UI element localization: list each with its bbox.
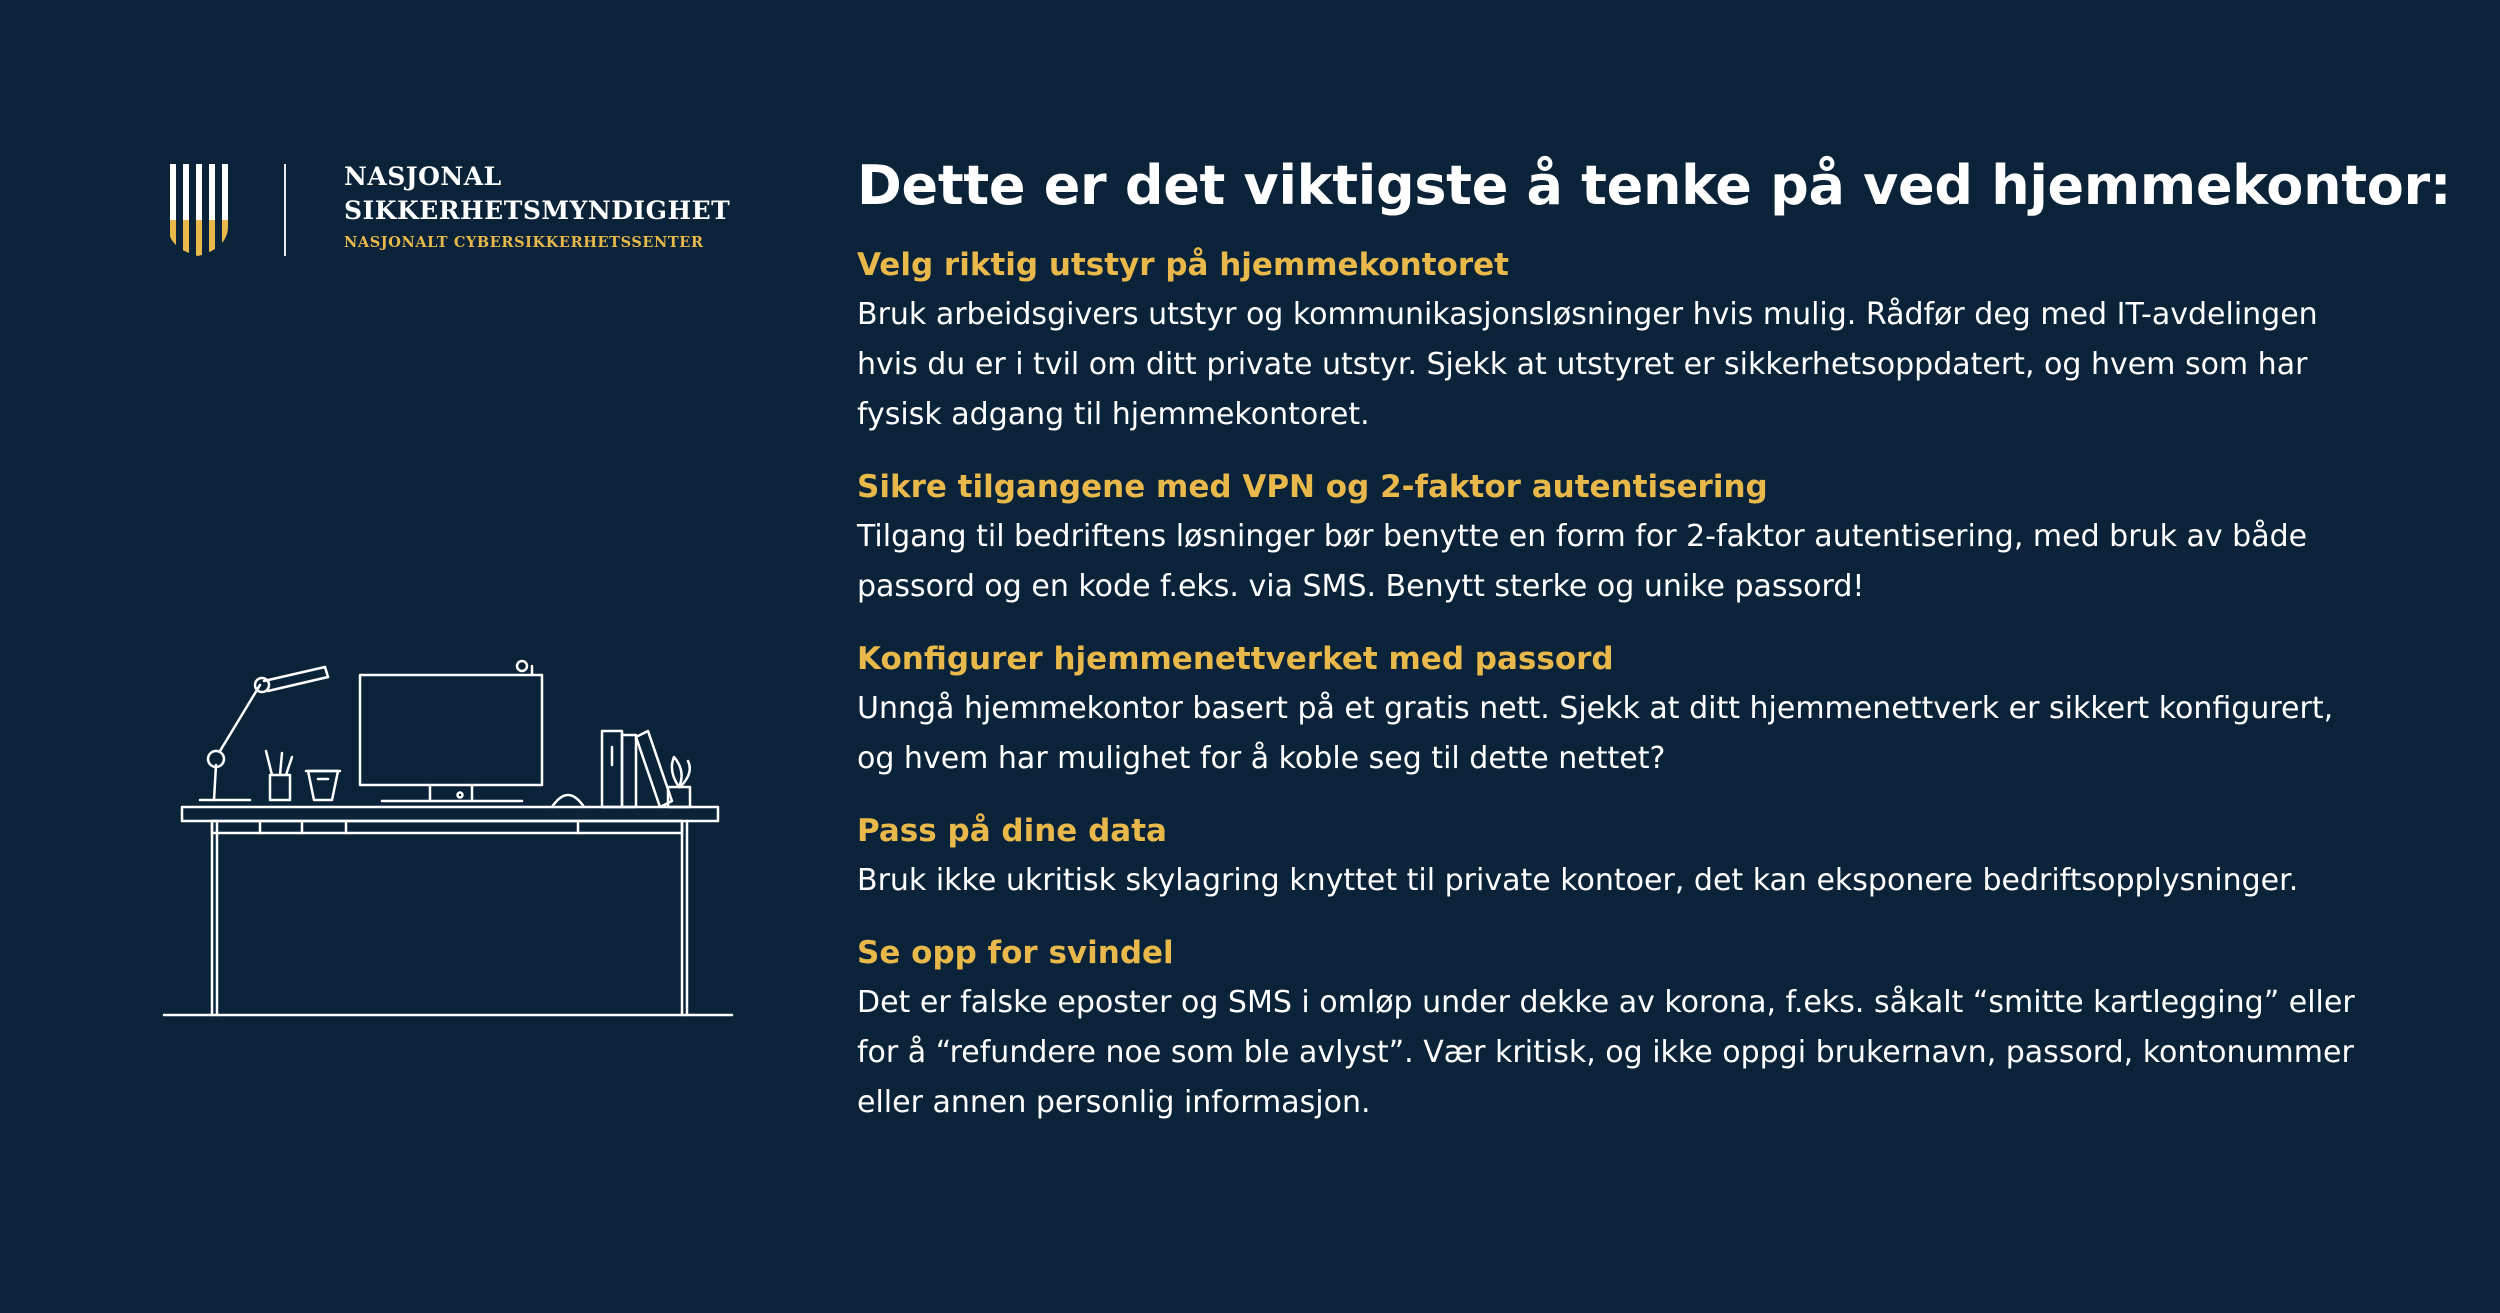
section-title: Konfigurer hjemmenettverket med passord [857,641,1614,677]
tip-section-access [857,462,2377,612]
page-title: Dette er det viktigste å tenke på ved hjemmekontor: [857,154,2452,217]
logo-subtitle: NASJONALT CYBERSIKKERHETSSENTER [344,234,704,251]
section-body: Det er falske eposter og SMS i omløp under dekke av korona, f.eks. såkalt “smitte kartlegging” eller for å “refundere noe som ble avlyst”. Vær kritisk, og ikke oppgi brukernavn, passord, kontonummer eller annen personlig informasjon. [857,985,2355,1120]
nsm-logo [168,160,748,260]
tip-section-data [857,806,2377,906]
section-body: Bruk ikke ukritisk skylagring knyttet til private kontoer, det kan eksponere bedriftsopplysninger. [857,863,2299,898]
nsm-stripes-icon [168,164,228,256]
logo-name-line2: SIKKERHETSMYNDIGHET [344,196,731,225]
logo-divider [284,164,286,256]
section-title: Se opp for svindel [857,935,1174,971]
tip-section-equipment [857,240,2377,440]
section-body: Unngå hjemmekontor basert på et gratis nett. Sjekk at ditt hjemmenettverk er sikkert konfigurert, og hvem har mulighet for å koble seg til dette nettet? [857,691,2334,776]
section-title: Sikre tilgangene med VPN og 2-faktor autentisering [857,469,1768,505]
section-title: Pass på dine data [857,813,1167,849]
tip-section-fraud [857,928,2377,1128]
tip-section-network [857,634,2377,784]
main-content [857,150,2452,1128]
section-title: Velg riktig utstyr på hjemmekontoret [857,247,1509,283]
section-body: Tilgang til bedriftens løsninger bør benytte en form for 2-faktor autentisering, med bruk av både passord og en kode f.eks. via SMS. Benytt sterke og unike passord! [857,519,2308,604]
home-office-desk-illustration [160,655,740,1025]
section-body: Bruk arbeidsgivers utstyr og kommunikasjonsløsninger hvis mulig. Rådfør deg med IT-avdelingen hvis du er i tvil om ditt private utstyr. Sjekk at utstyret er sikkerhetsoppdatert, og hvem som har fysisk adgang til hjemmekontoret. [857,297,2318,432]
logo-name-line1: NASJONAL [344,162,502,191]
